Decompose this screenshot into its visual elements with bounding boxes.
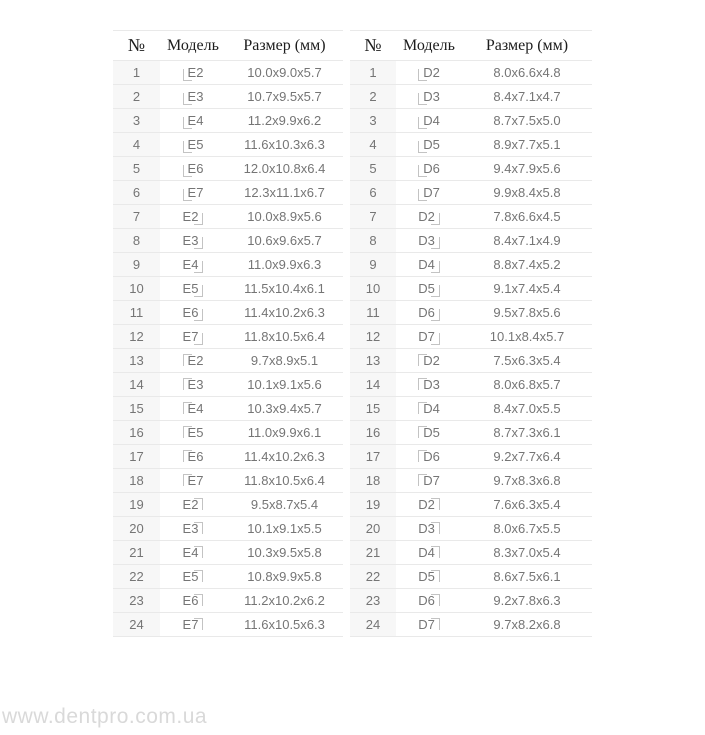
row-number-cell: 2 [113,85,160,109]
size-tables [0,30,705,637]
size-cell: 8.0x6.8x5.7 [462,373,592,397]
table-row [350,541,592,565]
table-row [113,157,343,181]
size-cell: 10.1x8.4x5.7 [462,325,592,349]
size-table-d [350,30,592,637]
table-row [350,397,592,421]
size-cell: 9.7x8.2x6.8 [462,613,592,637]
model-label: E5 [182,569,199,584]
model-label: D4 [418,256,435,272]
model-cell [396,469,462,493]
model-cell [160,277,226,301]
model-cell [396,517,462,541]
model-cell [396,253,462,277]
size-cell: 11.8x10.5x6.4 [226,469,343,493]
size-cell: 12.0x10.8x6.4 [226,157,343,181]
table-row [113,181,343,205]
model-label: E7 [187,184,204,200]
broken-image-marker-icon [194,237,203,249]
model-label: E5 [182,280,199,296]
model-label: E2 [182,497,199,512]
broken-image-marker-icon [194,546,203,558]
size-cell: 7.6x6.3x5.4 [462,493,592,517]
model-cell [396,157,462,181]
model-cell [160,541,226,565]
size-cell: 10.1x9.1x5.6 [226,373,343,397]
row-number-cell: 8 [350,229,396,253]
model-cell [396,397,462,421]
size-cell: 11.8x10.5x6.4 [226,325,343,349]
size-cell: 10.1x9.1x5.5 [226,517,343,541]
size-cell: 9.7x8.9x5.1 [226,349,343,373]
watermark: www.dentpro.com.ua [2,705,208,728]
row-number-cell: 16 [113,421,160,445]
model-label: D5 [418,569,435,584]
model-label: D3 [423,377,440,392]
size-cell: 8.8x7.4x5.2 [462,253,592,277]
broken-image-marker-icon [194,213,203,225]
model-cell [396,85,462,109]
table-row [113,589,343,613]
model-cell [160,301,226,325]
table-row [113,109,343,133]
row-number-cell: 20 [113,517,160,541]
size-cell: 10.3x9.5x5.8 [226,541,343,565]
size-cell: 10.0x9.0x5.7 [226,61,343,85]
model-cell [396,493,462,517]
row-number-cell: 19 [113,493,160,517]
size-cell: 9.4x7.9x5.6 [462,157,592,181]
model-cell [396,181,462,205]
table-row [113,325,343,349]
model-cell [396,61,462,85]
row-number-cell: 12 [350,325,396,349]
model-label: D7 [418,617,435,632]
model-label: D5 [423,425,440,440]
model-cell [160,157,226,181]
model-cell [160,181,226,205]
table-row [350,109,592,133]
size-cell: 8.3x7.0x5.4 [462,541,592,565]
row-number-cell: 1 [113,61,160,85]
row-number-cell: 13 [113,349,160,373]
model-cell [160,493,226,517]
row-number-cell: 21 [350,541,396,565]
size-cell: 9.5x7.8x5.6 [462,301,592,325]
model-cell [396,277,462,301]
row-number-cell: 7 [350,205,396,229]
broken-image-marker-icon [194,594,203,606]
model-cell [160,469,226,493]
table-row [350,493,592,517]
row-number-cell: 16 [350,421,396,445]
header-row [350,31,592,61]
broken-image-marker-icon [431,546,440,558]
table-row [350,61,592,85]
model-label: E4 [182,256,199,272]
row-number-cell: 9 [350,253,396,277]
model-label: E2 [182,208,199,224]
model-cell [160,565,226,589]
row-number-cell: 4 [350,133,396,157]
broken-image-marker-icon [431,213,440,225]
model-label: E7 [187,473,204,488]
model-cell [396,421,462,445]
model-cell [396,541,462,565]
table-header [350,31,592,61]
table-row [350,565,592,589]
table-row [113,229,343,253]
header-number: № [113,31,160,61]
row-number-cell: 15 [350,397,396,421]
table-row [113,517,343,541]
table-row [113,469,343,493]
model-cell [160,205,226,229]
row-number-cell: 24 [350,613,396,637]
model-label: E7 [182,617,199,632]
broken-image-marker-icon [431,618,440,630]
row-number-cell: 14 [113,373,160,397]
size-cell: 8.6x7.5x6.1 [462,565,592,589]
model-label: D2 [423,353,440,368]
model-label: E3 [187,88,204,104]
table-row [350,253,592,277]
table-row [350,517,592,541]
header-row [113,31,343,61]
model-label: D7 [423,184,440,200]
header-size: Размер (мм) [226,31,343,61]
table-row [113,565,343,589]
size-cell: 8.7x7.3x6.1 [462,421,592,445]
header-number: № [350,31,396,61]
row-number-cell: 19 [350,493,396,517]
broken-image-marker-icon [431,309,440,321]
row-number-cell: 23 [113,589,160,613]
row-number-cell: 7 [113,205,160,229]
size-cell: 11.2x10.2x6.2 [226,589,343,613]
model-cell [160,61,226,85]
model-label: D5 [423,136,440,152]
model-label: E2 [187,353,204,368]
table-row [350,613,592,637]
model-cell [160,229,226,253]
row-number-cell: 9 [113,253,160,277]
row-number-cell: 11 [113,301,160,325]
broken-image-marker-icon [194,285,203,297]
row-number-cell: 5 [113,157,160,181]
model-label: D2 [423,64,440,80]
model-label: E6 [187,160,204,176]
table-row [350,301,592,325]
model-cell [396,589,462,613]
model-label: D6 [423,449,440,464]
broken-image-marker-icon [431,522,440,534]
model-cell [396,109,462,133]
table-row [350,157,592,181]
model-cell [160,397,226,421]
row-number-cell: 6 [350,181,396,205]
table-row [113,445,343,469]
model-cell [160,373,226,397]
broken-image-marker-icon [431,285,440,297]
model-label: E4 [187,112,204,128]
size-cell: 11.4x10.2x6.3 [226,445,343,469]
size-cell: 10.8x9.9x5.8 [226,565,343,589]
model-cell [396,301,462,325]
broken-image-marker-icon [431,261,440,273]
broken-image-marker-icon [431,570,440,582]
model-label: D3 [418,521,435,536]
size-cell: 9.9x8.4x5.8 [462,181,592,205]
size-cell: 11.6x10.3x6.3 [226,133,343,157]
table-row [350,229,592,253]
row-number-cell: 2 [350,85,396,109]
table-body [350,61,592,637]
model-label: E4 [187,401,204,416]
model-cell [396,373,462,397]
size-cell: 11.2x9.9x6.2 [226,109,343,133]
table-row [113,61,343,85]
size-cell: 11.0x9.9x6.1 [226,421,343,445]
size-cell: 11.0x9.9x6.3 [226,253,343,277]
header-model: Модель [396,31,462,61]
broken-image-marker-icon [194,498,203,510]
size-cell: 9.1x7.4x5.4 [462,277,592,301]
size-cell: 10.7x9.5x5.7 [226,85,343,109]
row-number-cell: 3 [350,109,396,133]
model-label: D6 [423,160,440,176]
row-number-cell: 4 [113,133,160,157]
size-cell: 9.2x7.8x6.3 [462,589,592,613]
model-cell [396,349,462,373]
row-number-cell: 11 [350,301,396,325]
model-label: D5 [418,280,435,296]
size-cell: 12.3x11.1x6.7 [226,181,343,205]
row-number-cell: 12 [113,325,160,349]
broken-image-marker-icon [194,570,203,582]
model-cell [396,133,462,157]
model-label: E6 [182,304,199,320]
model-label: E3 [182,232,199,248]
size-cell: 9.7x8.3x6.8 [462,469,592,493]
row-number-cell: 23 [350,589,396,613]
model-label: D2 [418,208,435,224]
broken-image-marker-icon [431,333,440,345]
table-row [113,373,343,397]
model-cell [396,325,462,349]
model-label: D2 [418,497,435,512]
row-number-cell: 5 [350,157,396,181]
model-cell [160,589,226,613]
header-model: Модель [160,31,226,61]
size-cell: 10.6x9.6x5.7 [226,229,343,253]
broken-image-marker-icon [194,261,203,273]
table-row [113,205,343,229]
table-row [113,541,343,565]
model-label: D4 [423,112,440,128]
table-row [350,133,592,157]
size-cell: 10.3x9.4x5.7 [226,397,343,421]
model-cell [160,133,226,157]
header-size: Размер (мм) [462,31,592,61]
model-label: E7 [182,328,199,344]
model-label: E3 [187,377,204,392]
table-row [350,445,592,469]
size-cell: 9.2x7.7x6.4 [462,445,592,469]
size-cell: 11.5x10.4x6.1 [226,277,343,301]
row-number-cell: 10 [113,277,160,301]
size-cell: 8.0x6.7x5.5 [462,517,592,541]
model-label: D7 [423,473,440,488]
broken-image-marker-icon [431,237,440,249]
model-label: E3 [182,521,199,536]
size-cell: 8.4x7.1x4.9 [462,229,592,253]
row-number-cell: 13 [350,349,396,373]
table-row [113,421,343,445]
row-number-cell: 20 [350,517,396,541]
model-cell [160,517,226,541]
row-number-cell: 15 [113,397,160,421]
row-number-cell: 17 [113,445,160,469]
broken-image-marker-icon [194,618,203,630]
row-number-cell: 18 [113,469,160,493]
size-cell: 7.5x6.3x5.4 [462,349,592,373]
size-cell: 7.8x6.6x4.5 [462,205,592,229]
model-label: E6 [182,593,199,608]
size-cell: 8.0x6.6x4.8 [462,61,592,85]
model-label: D6 [418,304,435,320]
model-cell [396,565,462,589]
size-cell: 8.4x7.1x4.7 [462,85,592,109]
model-cell [396,445,462,469]
model-label: E6 [187,449,204,464]
table-row [350,85,592,109]
model-label: D3 [423,88,440,104]
row-number-cell: 21 [113,541,160,565]
table-row [350,325,592,349]
row-number-cell: 14 [350,373,396,397]
model-label: E2 [187,64,204,80]
model-cell [160,421,226,445]
table-row [113,133,343,157]
broken-image-marker-icon [194,522,203,534]
table-row [113,277,343,301]
broken-image-marker-icon [194,333,203,345]
row-number-cell: 3 [113,109,160,133]
row-number-cell: 6 [113,181,160,205]
table-row [113,253,343,277]
size-cell: 9.5x8.7x5.4 [226,493,343,517]
size-cell: 10.0x8.9x5.6 [226,205,343,229]
table-row [113,397,343,421]
broken-image-marker-icon [431,594,440,606]
broken-image-marker-icon [194,309,203,321]
table-row [113,301,343,325]
broken-image-marker-icon [431,498,440,510]
size-cell: 8.9x7.7x5.1 [462,133,592,157]
table-body [113,61,343,637]
model-label: E4 [182,545,199,560]
model-cell [396,205,462,229]
model-label: D4 [418,545,435,560]
row-number-cell: 1 [350,61,396,85]
model-cell [396,229,462,253]
model-label: D4 [423,401,440,416]
model-cell [396,613,462,637]
row-number-cell: 22 [350,565,396,589]
table-header [113,31,343,61]
row-number-cell: 22 [113,565,160,589]
size-cell: 8.7x7.5x5.0 [462,109,592,133]
table-row [350,589,592,613]
table-row [350,277,592,301]
model-cell [160,613,226,637]
table-row [350,205,592,229]
row-number-cell: 10 [350,277,396,301]
model-label: D6 [418,593,435,608]
table-row [113,493,343,517]
size-table-e [113,30,343,637]
size-cell: 11.6x10.5x6.3 [226,613,343,637]
model-cell [160,253,226,277]
size-cell: 8.4x7.0x5.5 [462,397,592,421]
table-row [113,349,343,373]
row-number-cell: 24 [113,613,160,637]
model-label: D3 [418,232,435,248]
model-label: D7 [418,328,435,344]
row-number-cell: 18 [350,469,396,493]
model-label: E5 [187,425,204,440]
table-row [350,181,592,205]
table-row [113,613,343,637]
model-cell [160,85,226,109]
table-row [350,373,592,397]
model-cell [160,445,226,469]
model-cell [160,349,226,373]
row-number-cell: 8 [113,229,160,253]
model-cell [160,325,226,349]
table-row [350,469,592,493]
table-row [350,349,592,373]
table-row [113,85,343,109]
row-number-cell: 17 [350,445,396,469]
size-cell: 11.4x10.2x6.3 [226,301,343,325]
model-cell [160,109,226,133]
table-row [350,421,592,445]
model-label: E5 [187,136,204,152]
